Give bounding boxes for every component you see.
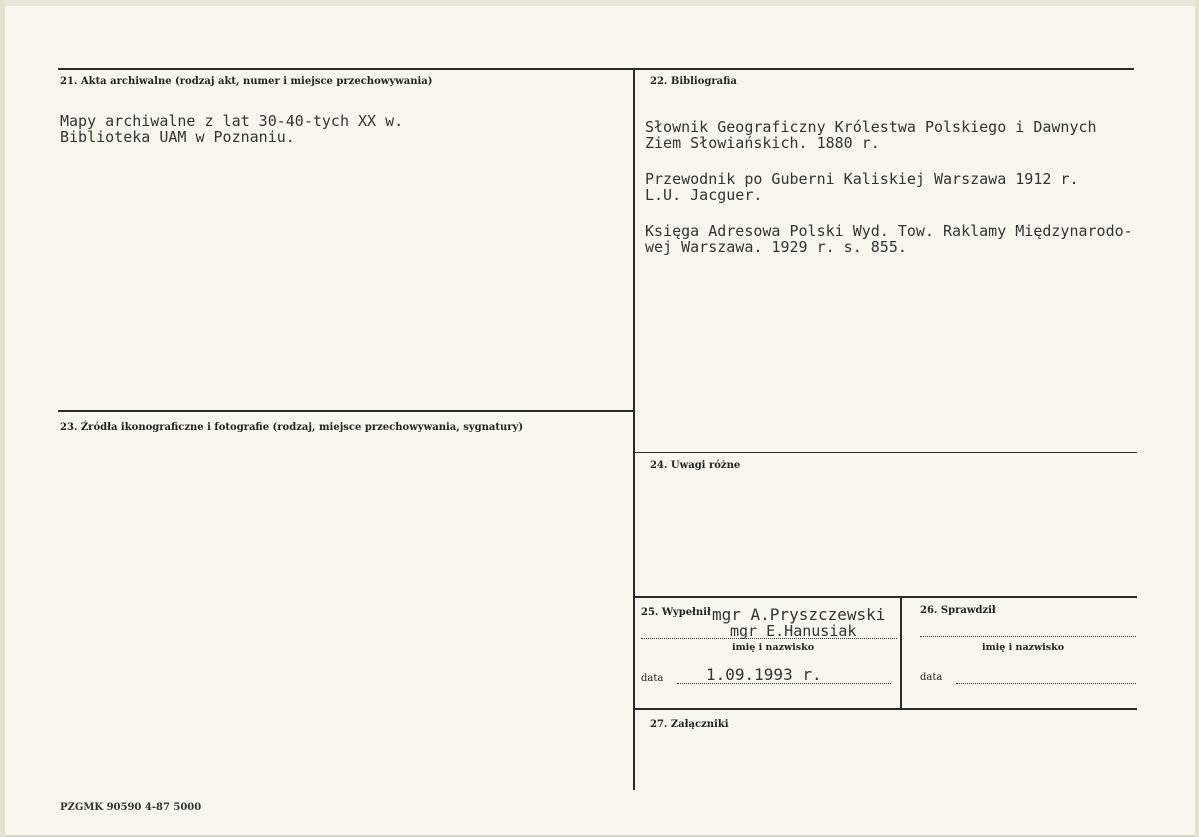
filled-by-name-line[interactable]	[641, 638, 897, 639]
filled-by-name-1: mgr A.Pryszczewski	[712, 605, 886, 624]
bibliography-entry-3-line-1: Księga Adresowa Polski Wyd. Tow. Raklamy Międzynarodo-	[645, 222, 1133, 240]
bibliography-entry-2-line-1: Przewodnik po Guberni Kaliskiej Warszawa 1912 r.	[645, 170, 1079, 188]
section-26-date-label: data	[920, 672, 943, 683]
filled-by-date: 1.09.1993 r.	[706, 665, 822, 684]
divider-25-27	[635, 708, 1137, 710]
filled-by-date-line[interactable]	[677, 683, 891, 684]
center-divider	[633, 68, 635, 790]
bibliography-entry-2-line-2: L.U. Jacguer.	[645, 186, 763, 204]
section-21-line-2: Biblioteka UAM w Poznaniu.	[60, 128, 295, 146]
card-edge-top	[0, 0, 1199, 6]
bibliography-entry-1-line-1: Słownik Geograficzny Królestwa Polskiego i Dawnych	[645, 118, 1097, 136]
section-26-label: 26. Sprawdził	[920, 605, 996, 616]
section-25-date-label: data	[641, 673, 664, 684]
card-edge-left	[0, 0, 5, 837]
print-imprint: PZGMK 90590 4-87 5000	[60, 802, 202, 813]
checked-by-date-line[interactable]	[956, 683, 1136, 684]
section-21-label: 21. Akta archiwalne (rodzaj akt, numer i miejsce przechowywania)	[60, 76, 433, 87]
filled-by-name-2: mgr E.Hanusiak	[730, 622, 857, 640]
bibliography-entry-3-line-2: wej Warszawa. 1929 r. s. 855.	[645, 238, 907, 256]
section-26-name-caption: imię i nazwisko	[982, 642, 1065, 653]
bibliography-entry-1-line-2: Ziem Słowiańskich. 1880 r.	[645, 134, 880, 152]
section-27-label: 27. Załączniki	[650, 719, 729, 730]
section-25-label: 25. Wypełnił	[641, 607, 711, 618]
divider-24-25	[635, 596, 1137, 598]
section-24-label: 24. Uwagi różne	[650, 460, 741, 471]
divider-22-24	[635, 452, 1137, 453]
section-22-label: 22. Bibliografia	[650, 76, 737, 87]
section-25-name-caption: imię i nazwisko	[732, 642, 815, 653]
card-edge-right	[1195, 0, 1199, 837]
top-rule	[58, 68, 1134, 70]
section-23-label: 23. Źródła ikonograficzne i fotografie (rodzaj, miejsce przechowywania, sygnatury)	[60, 422, 524, 433]
section-21-line-1: Mapy archiwalne z lat 30-40-tych XX w.	[60, 112, 404, 130]
divider-21-23	[58, 410, 633, 412]
divider-25-26	[900, 596, 902, 708]
checked-by-name-line[interactable]	[920, 636, 1136, 637]
